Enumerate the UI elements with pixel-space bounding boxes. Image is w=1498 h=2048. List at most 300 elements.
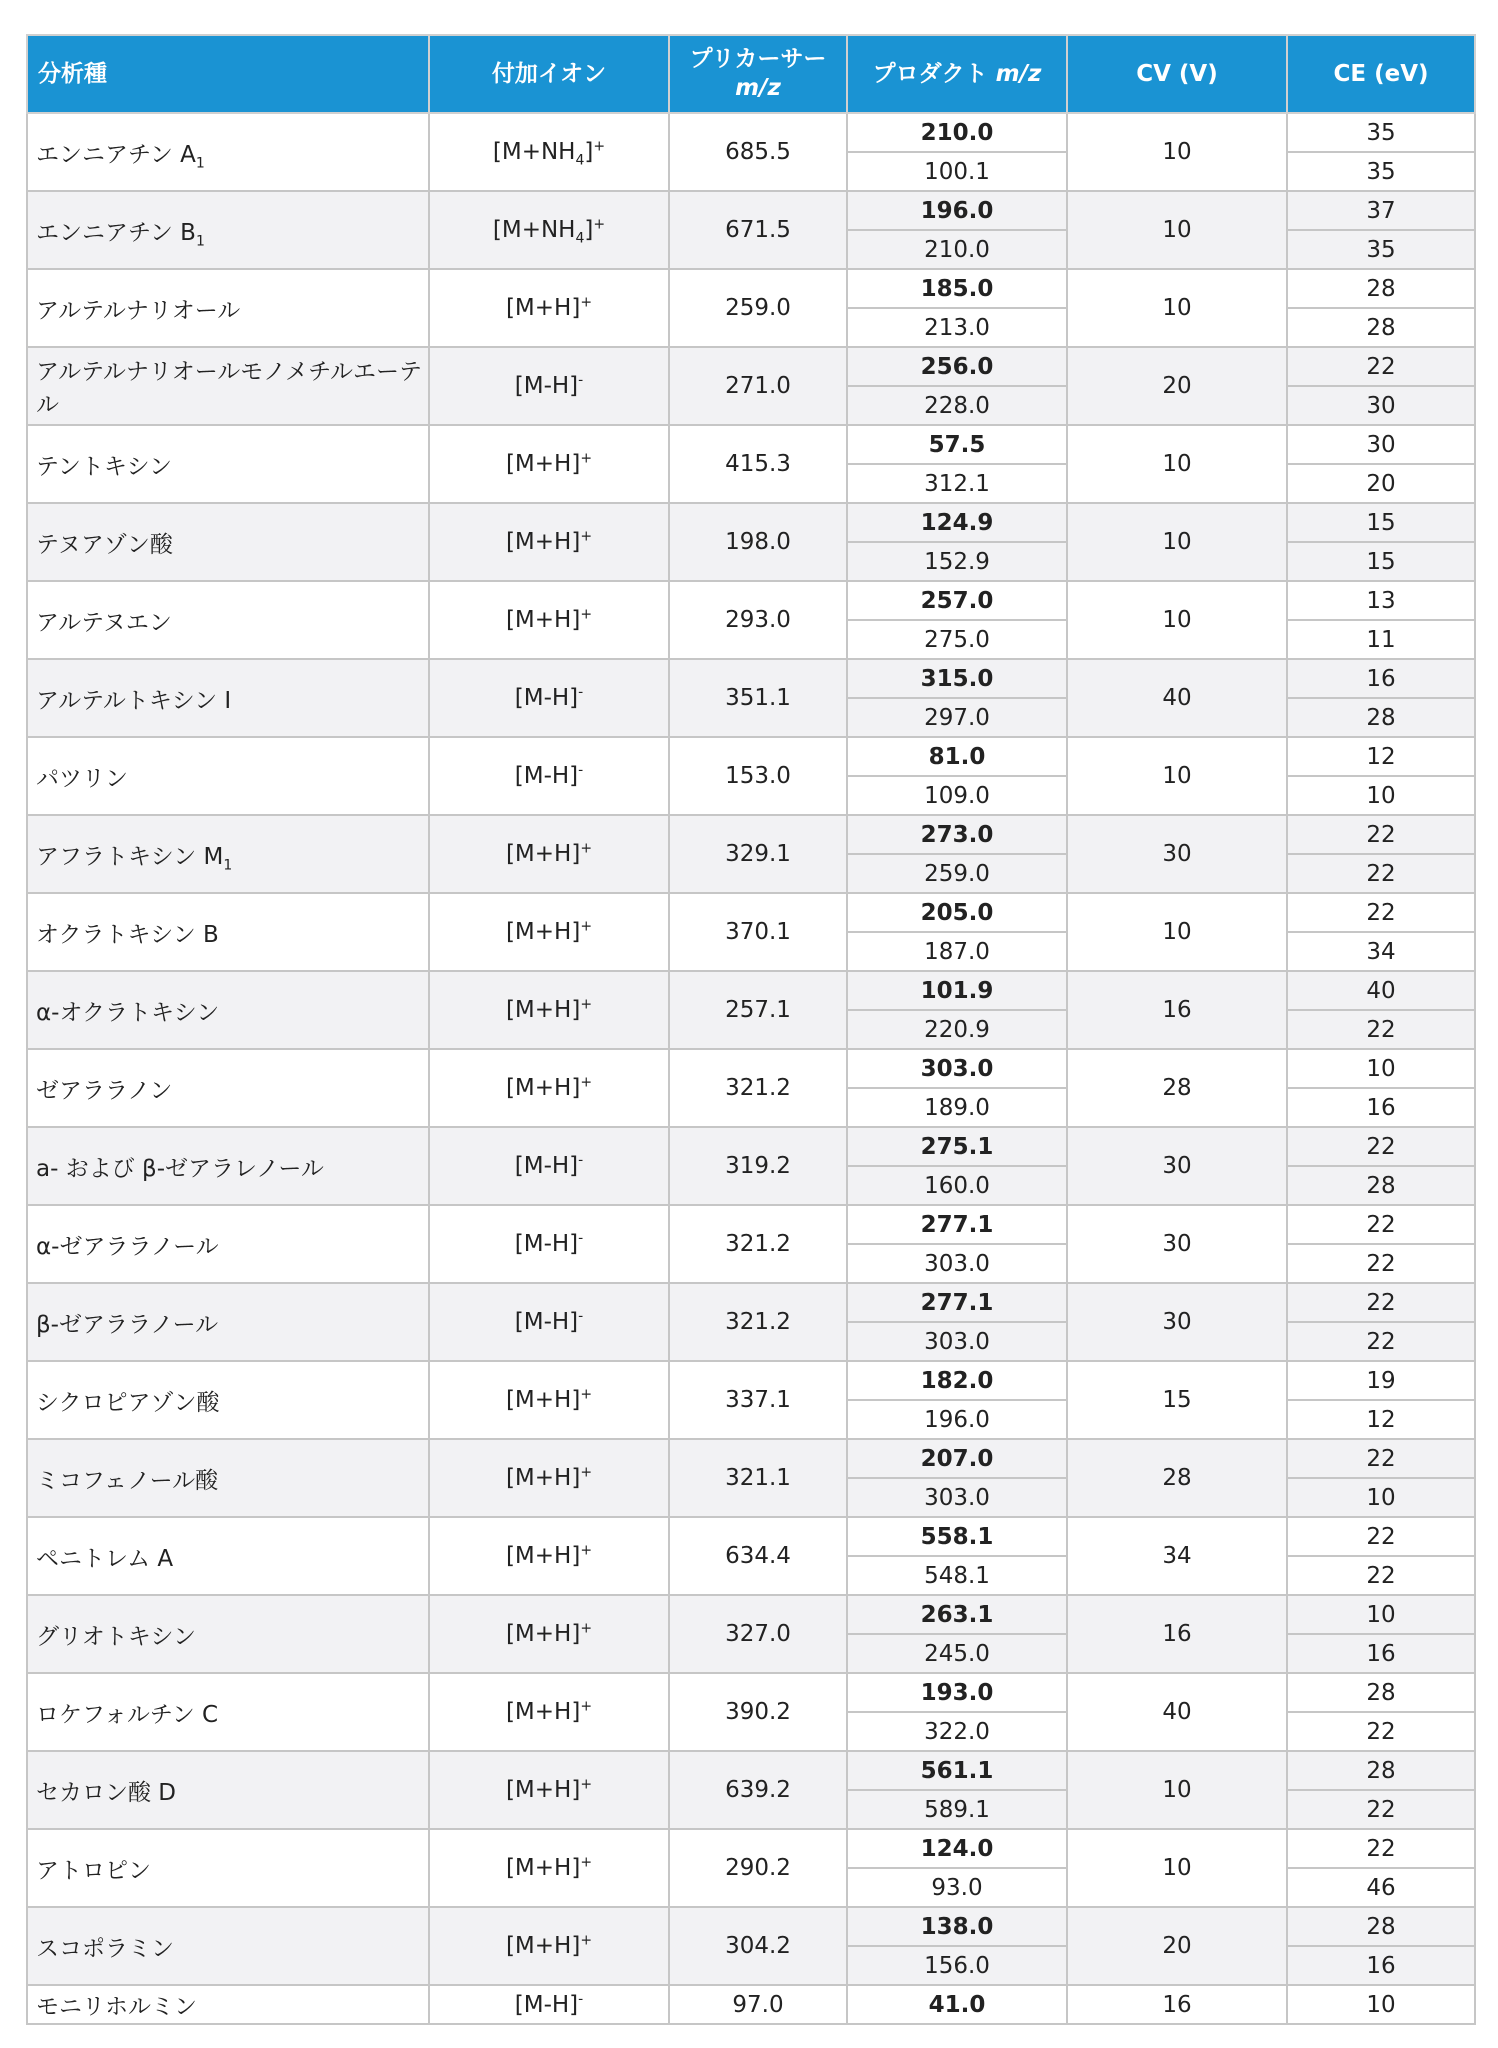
analyte-name: α-ゼアララノール (36, 1233, 219, 1260)
adduct-base: [M+H] (505, 1777, 581, 1803)
adduct-cell (429, 1751, 669, 1829)
table-row (27, 1595, 1475, 1634)
analyte-name: グリオトキシン (36, 1623, 196, 1650)
cv-cell: 10 (1067, 1829, 1287, 1907)
precursor-cell: 415.3 (669, 425, 847, 503)
cv-cell: 16 (1067, 971, 1287, 1049)
adduct-base: [M-H] (514, 763, 579, 789)
header-product-label: プロダクト (872, 60, 988, 87)
adduct-base: [M-H] (514, 1309, 579, 1335)
table-row (27, 425, 1475, 464)
analyte-name: オクラトキシン B (36, 921, 219, 948)
adduct-base: [M+H] (505, 1465, 581, 1491)
header-cv: CV (V) (1067, 35, 1287, 113)
ce-cell: 40 (1287, 971, 1475, 1010)
product-qualifier-cell: 548.1 (847, 1556, 1067, 1595)
header-row (27, 35, 1475, 113)
precursor-cell: 293.0 (669, 581, 847, 659)
ce-cell: 10 (1287, 776, 1475, 815)
ce-cell: 16 (1287, 1088, 1475, 1127)
adduct-cell (429, 737, 669, 815)
product-quantifier-cell: 558.1 (847, 1517, 1067, 1556)
header-precursor (669, 35, 847, 113)
ce-cell: 22 (1287, 815, 1475, 854)
cv-cell: 16 (1067, 1595, 1287, 1673)
product-qualifier-cell: 109.0 (847, 776, 1067, 815)
ce-cell: 28 (1287, 1166, 1475, 1205)
adduct-base: [M+H] (505, 1075, 581, 1101)
ce-cell: 19 (1287, 1361, 1475, 1400)
adduct-base: [M-H] (514, 685, 579, 711)
adduct-base: [M+NH (492, 139, 576, 165)
adduct-charge: + (580, 1932, 593, 1949)
table-row (27, 1049, 1475, 1088)
adduct-base: [M+H] (505, 841, 581, 867)
cv-cell: 10 (1067, 425, 1287, 503)
precursor-cell: 329.1 (669, 815, 847, 893)
cv-cell: 16 (1067, 1985, 1287, 2024)
precursor-cell: 271.0 (669, 347, 847, 425)
analyte-name: アルテルナリオール (36, 297, 241, 324)
adduct-tail: ] (584, 139, 594, 165)
ce-cell: 22 (1287, 1010, 1475, 1049)
mrm-parameter-table (26, 34, 1476, 2025)
ce-cell: 16 (1287, 1946, 1475, 1985)
analyte-cell (27, 1751, 429, 1829)
ce-cell: 15 (1287, 542, 1475, 581)
adduct-charge: + (580, 1542, 593, 1559)
product-quantifier-cell: 315.0 (847, 659, 1067, 698)
analyte-cell (27, 269, 429, 347)
adduct-charge: + (580, 1776, 593, 1793)
product-qualifier-cell: 213.0 (847, 308, 1067, 347)
ce-cell: 10 (1287, 1478, 1475, 1517)
table-row (27, 503, 1475, 542)
precursor-cell: 337.1 (669, 1361, 847, 1439)
product-quantifier-cell: 41.0 (847, 1985, 1067, 2024)
adduct-charge: + (580, 606, 593, 623)
adduct-cell (429, 1985, 669, 2024)
table-row (27, 347, 1475, 386)
analyte-name: エンニアチン A (36, 141, 196, 168)
product-qualifier-cell: 160.0 (847, 1166, 1067, 1205)
product-quantifier-cell: 138.0 (847, 1907, 1067, 1946)
adduct-cell (429, 113, 669, 191)
header-precursor-label: プリカーサー (689, 46, 827, 73)
table-row (27, 1673, 1475, 1712)
analyte-cell (27, 1127, 429, 1205)
adduct-charge: + (580, 1854, 593, 1871)
adduct-cell (429, 1205, 669, 1283)
adduct-base: [M+H] (505, 1933, 581, 1959)
product-quantifier-cell: 193.0 (847, 1673, 1067, 1712)
product-quantifier-cell: 57.5 (847, 425, 1067, 464)
table-row (27, 659, 1475, 698)
ce-cell: 22 (1287, 1556, 1475, 1595)
ce-cell: 22 (1287, 1283, 1475, 1322)
analyte-cell (27, 1205, 429, 1283)
adduct-base: [M+H] (505, 1855, 581, 1881)
ce-cell: 10 (1287, 1049, 1475, 1088)
product-quantifier-cell: 182.0 (847, 1361, 1067, 1400)
adduct-charge: - (578, 1308, 584, 1325)
analyte-cell (27, 1907, 429, 1985)
precursor-cell: 259.0 (669, 269, 847, 347)
adduct-charge: + (580, 996, 593, 1013)
cv-cell: 10 (1067, 737, 1287, 815)
adduct-cell (429, 1361, 669, 1439)
analyte-name: α-オクラトキシン (36, 999, 220, 1026)
product-quantifier-cell: 185.0 (847, 269, 1067, 308)
precursor-cell: 321.2 (669, 1205, 847, 1283)
table-row (27, 893, 1475, 932)
ce-cell: 10 (1287, 1595, 1475, 1634)
precursor-cell: 639.2 (669, 1751, 847, 1829)
ce-cell: 22 (1287, 347, 1475, 386)
analyte-cell (27, 1985, 429, 2024)
adduct-base: [M+H] (505, 919, 581, 945)
product-quantifier-cell: 81.0 (847, 737, 1067, 776)
precursor-cell: 634.4 (669, 1517, 847, 1595)
adduct-base: [M+H] (505, 607, 581, 633)
product-qualifier-cell: 303.0 (847, 1244, 1067, 1283)
analyte-name: アフラトキシン M (36, 843, 224, 870)
product-qualifier-cell: 220.9 (847, 1010, 1067, 1049)
table-row (27, 1517, 1475, 1556)
cv-cell: 28 (1067, 1439, 1287, 1517)
precursor-cell: 321.1 (669, 1439, 847, 1517)
analyte-cell (27, 347, 429, 425)
product-quantifier-cell: 196.0 (847, 191, 1067, 230)
ce-cell: 20 (1287, 464, 1475, 503)
analyte-cell (27, 1595, 429, 1673)
cv-cell: 28 (1067, 1049, 1287, 1127)
ce-cell: 35 (1287, 152, 1475, 191)
cv-cell: 30 (1067, 1127, 1287, 1205)
product-qualifier-cell: 303.0 (847, 1322, 1067, 1361)
adduct-cell (429, 893, 669, 971)
adduct-charge: - (578, 1990, 584, 2007)
table-body (27, 113, 1475, 2024)
product-quantifier-cell: 303.0 (847, 1049, 1067, 1088)
adduct-cell (429, 347, 669, 425)
adduct-cell (429, 1595, 669, 1673)
analyte-name: アルテルトキシン I (36, 687, 232, 714)
product-qualifier-cell: 187.0 (847, 932, 1067, 971)
precursor-cell: 319.2 (669, 1127, 847, 1205)
product-quantifier-cell: 124.9 (847, 503, 1067, 542)
adduct-charge: + (580, 294, 593, 311)
table-row (27, 269, 1475, 308)
ce-cell: 34 (1287, 932, 1475, 971)
analyte-name: アルテヌエン (36, 609, 172, 636)
precursor-cell: 198.0 (669, 503, 847, 581)
adduct-base: [M+H] (505, 997, 581, 1023)
analyte-cell (27, 659, 429, 737)
analyte-subscript: 1 (195, 233, 205, 250)
adduct-base: [M-H] (514, 1231, 579, 1257)
adduct-base: [M-H] (514, 1153, 579, 1179)
analyte-name: ペニトレム A (36, 1545, 174, 1572)
ce-cell: 22 (1287, 1829, 1475, 1868)
ce-cell: 13 (1287, 581, 1475, 620)
precursor-cell: 290.2 (669, 1829, 847, 1907)
analyte-cell (27, 503, 429, 581)
product-quantifier-cell: 273.0 (847, 815, 1067, 854)
ce-cell: 28 (1287, 1673, 1475, 1712)
product-qualifier-cell: 245.0 (847, 1634, 1067, 1673)
header-ce: CE (eV) (1287, 35, 1475, 113)
analyte-cell (27, 1829, 429, 1907)
adduct-cell (429, 971, 669, 1049)
adduct-cell (429, 1829, 669, 1907)
analyte-name: β-ゼアララノール (36, 1311, 219, 1338)
ce-cell: 30 (1287, 386, 1475, 425)
table-row (27, 815, 1475, 854)
cv-cell: 10 (1067, 893, 1287, 971)
ce-cell: 22 (1287, 1712, 1475, 1751)
analyte-name: アルテルナリオールモノメチルエーテル (36, 359, 422, 418)
ce-cell: 28 (1287, 1751, 1475, 1790)
product-qualifier-cell: 210.0 (847, 230, 1067, 269)
analyte-name: アトロピン (36, 1857, 151, 1884)
analyte-cell (27, 425, 429, 503)
table-row (27, 191, 1475, 230)
cv-cell: 34 (1067, 1517, 1287, 1595)
table-row (27, 1283, 1475, 1322)
adduct-base: [M-H] (514, 1991, 579, 2018)
adduct-charge: + (580, 918, 593, 935)
ce-cell: 22 (1287, 1517, 1475, 1556)
ce-cell: 22 (1287, 1439, 1475, 1478)
header-precursor-mz: m/z (735, 75, 781, 101)
cv-cell: 10 (1067, 503, 1287, 581)
adduct-charge: - (578, 684, 584, 701)
analyte-cell (27, 1049, 429, 1127)
analyte-name: a- および β-ゼアラレノール (36, 1155, 324, 1182)
product-quantifier-cell: 275.1 (847, 1127, 1067, 1166)
adduct-cell (429, 1673, 669, 1751)
adduct-charge: - (578, 762, 584, 779)
precursor-cell: 671.5 (669, 191, 847, 269)
analyte-subscript: 1 (223, 857, 233, 874)
product-qualifier-cell: 152.9 (847, 542, 1067, 581)
cv-cell: 10 (1067, 581, 1287, 659)
product-qualifier-cell: 189.0 (847, 1088, 1067, 1127)
table-row (27, 1751, 1475, 1790)
ce-cell: 37 (1287, 191, 1475, 230)
analyte-cell (27, 1439, 429, 1517)
analyte-name: パツリン (36, 765, 128, 792)
analyte-name: シクロピアゾン酸 (36, 1389, 220, 1416)
cv-cell: 30 (1067, 1205, 1287, 1283)
adduct-cell (429, 1907, 669, 1985)
product-qualifier-cell: 303.0 (847, 1478, 1067, 1517)
adduct-cell (429, 503, 669, 581)
precursor-cell: 321.2 (669, 1283, 847, 1361)
product-qualifier-cell: 297.0 (847, 698, 1067, 737)
adduct-cell (429, 1517, 669, 1595)
table-row (27, 581, 1475, 620)
precursor-cell: 321.2 (669, 1049, 847, 1127)
adduct-charge: + (580, 1464, 593, 1481)
product-qualifier-cell: 100.1 (847, 152, 1067, 191)
product-qualifier-cell: 312.1 (847, 464, 1067, 503)
adduct-cell (429, 1127, 669, 1205)
product-qualifier-cell: 228.0 (847, 386, 1067, 425)
product-quantifier-cell: 207.0 (847, 1439, 1067, 1478)
table-row (27, 1829, 1475, 1868)
ce-cell: 12 (1287, 1400, 1475, 1439)
table-row (27, 1127, 1475, 1166)
adduct-cell (429, 1439, 669, 1517)
ce-cell: 22 (1287, 1127, 1475, 1166)
adduct-cell (429, 269, 669, 347)
product-quantifier-cell: 205.0 (847, 893, 1067, 932)
ce-cell: 22 (1287, 1244, 1475, 1283)
table-header (27, 35, 1475, 113)
cv-cell: 15 (1067, 1361, 1287, 1439)
product-quantifier-cell: 263.1 (847, 1595, 1067, 1634)
adduct-base: [M+H] (505, 295, 581, 321)
header-adduct: 付加イオン (429, 35, 669, 113)
product-quantifier-cell: 124.0 (847, 1829, 1067, 1868)
analyte-cell (27, 113, 429, 191)
adduct-cell (429, 425, 669, 503)
adduct-charge: + (580, 1620, 593, 1637)
ce-cell: 22 (1287, 854, 1475, 893)
adduct-charge: + (580, 840, 593, 857)
analyte-name: モニリホルミン (36, 1994, 197, 2020)
analyte-name: ミコフェノール酸 (36, 1467, 219, 1494)
analyte-cell (27, 1673, 429, 1751)
adduct-base: [M+H] (505, 1387, 581, 1413)
precursor-cell: 390.2 (669, 1673, 847, 1751)
adduct-cell (429, 815, 669, 893)
adduct-charge: + (593, 216, 606, 233)
ce-cell: 46 (1287, 1868, 1475, 1907)
header-analyte: 分析種 (27, 35, 429, 113)
precursor-cell: 685.5 (669, 113, 847, 191)
analyte-name: ゼアララノン (36, 1077, 173, 1104)
analyte-subscript: 1 (195, 155, 205, 172)
adduct-base: [M+H] (505, 1699, 581, 1725)
cv-cell: 10 (1067, 191, 1287, 269)
adduct-charge: + (580, 1698, 593, 1715)
product-quantifier-cell: 210.0 (847, 113, 1067, 152)
adduct-base: [M-H] (514, 373, 579, 399)
ce-cell: 22 (1287, 1205, 1475, 1244)
analyte-name: ロケフォルチン C (36, 1701, 219, 1728)
analyte-cell (27, 1517, 429, 1595)
ce-cell: 10 (1287, 1985, 1475, 2024)
ce-cell: 11 (1287, 620, 1475, 659)
table-row (27, 1361, 1475, 1400)
precursor-cell: 257.1 (669, 971, 847, 1049)
adduct-base: [M+H] (505, 451, 581, 477)
adduct-charge: - (578, 1152, 584, 1169)
precursor-cell: 351.1 (669, 659, 847, 737)
cv-cell: 20 (1067, 347, 1287, 425)
analyte-cell (27, 971, 429, 1049)
ce-cell: 12 (1287, 737, 1475, 776)
table-row (27, 737, 1475, 776)
adduct-cell (429, 191, 669, 269)
analyte-cell (27, 737, 429, 815)
analyte-name: セカロン酸 D (36, 1779, 177, 1806)
product-qualifier-cell: 322.0 (847, 1712, 1067, 1751)
product-qualifier-cell: 589.1 (847, 1790, 1067, 1829)
header-product (847, 35, 1067, 113)
cv-cell: 40 (1067, 659, 1287, 737)
ce-cell: 22 (1287, 893, 1475, 932)
adduct-base: [M+NH (492, 217, 576, 243)
ce-cell: 22 (1287, 1322, 1475, 1361)
product-quantifier-cell: 277.1 (847, 1205, 1067, 1244)
precursor-cell: 370.1 (669, 893, 847, 971)
table-row (27, 113, 1475, 152)
product-quantifier-cell: 257.0 (847, 581, 1067, 620)
adduct-charge: - (578, 1230, 584, 1247)
ce-cell: 35 (1287, 230, 1475, 269)
analyte-name: スコポラミン (36, 1935, 174, 1962)
precursor-cell: 97.0 (669, 1985, 847, 2024)
analyte-name: テヌアゾン酸 (36, 531, 173, 558)
cv-cell: 10 (1067, 1751, 1287, 1829)
ce-cell: 28 (1287, 308, 1475, 347)
product-qualifier-cell: 259.0 (847, 854, 1067, 893)
product-qualifier-cell: 196.0 (847, 1400, 1067, 1439)
precursor-cell: 304.2 (669, 1907, 847, 1985)
cv-cell: 40 (1067, 1673, 1287, 1751)
ce-cell: 28 (1287, 1907, 1475, 1946)
cv-cell: 20 (1067, 1907, 1287, 1985)
adduct-cell (429, 659, 669, 737)
adduct-charge: + (580, 1074, 593, 1091)
analyte-cell (27, 1283, 429, 1361)
adduct-charge: + (580, 450, 593, 467)
table-row (27, 1907, 1475, 1946)
ce-cell: 16 (1287, 1634, 1475, 1673)
analyte-cell (27, 815, 429, 893)
ce-cell: 28 (1287, 698, 1475, 737)
product-quantifier-cell: 101.9 (847, 971, 1067, 1010)
table-row (27, 1205, 1475, 1244)
adduct-cell (429, 581, 669, 659)
table-row (27, 971, 1475, 1010)
table-row (27, 1439, 1475, 1478)
adduct-base: [M+H] (505, 1621, 581, 1647)
product-qualifier-cell: 93.0 (847, 1868, 1067, 1907)
product-qualifier-cell: 275.0 (847, 620, 1067, 659)
precursor-cell: 153.0 (669, 737, 847, 815)
precursor-cell: 327.0 (669, 1595, 847, 1673)
adduct-cell (429, 1049, 669, 1127)
ce-cell: 16 (1287, 659, 1475, 698)
ce-cell: 22 (1287, 1790, 1475, 1829)
ce-cell: 35 (1287, 113, 1475, 152)
analyte-cell (27, 893, 429, 971)
cv-cell: 30 (1067, 815, 1287, 893)
adduct-subscript: 4 (575, 230, 585, 247)
ce-cell: 30 (1287, 425, 1475, 464)
cv-cell: 30 (1067, 1283, 1287, 1361)
product-qualifier-cell: 156.0 (847, 1946, 1067, 1985)
analyte-name: テントキシン (36, 453, 173, 480)
ce-cell: 28 (1287, 269, 1475, 308)
cv-cell: 10 (1067, 113, 1287, 191)
adduct-tail: ] (584, 217, 594, 243)
